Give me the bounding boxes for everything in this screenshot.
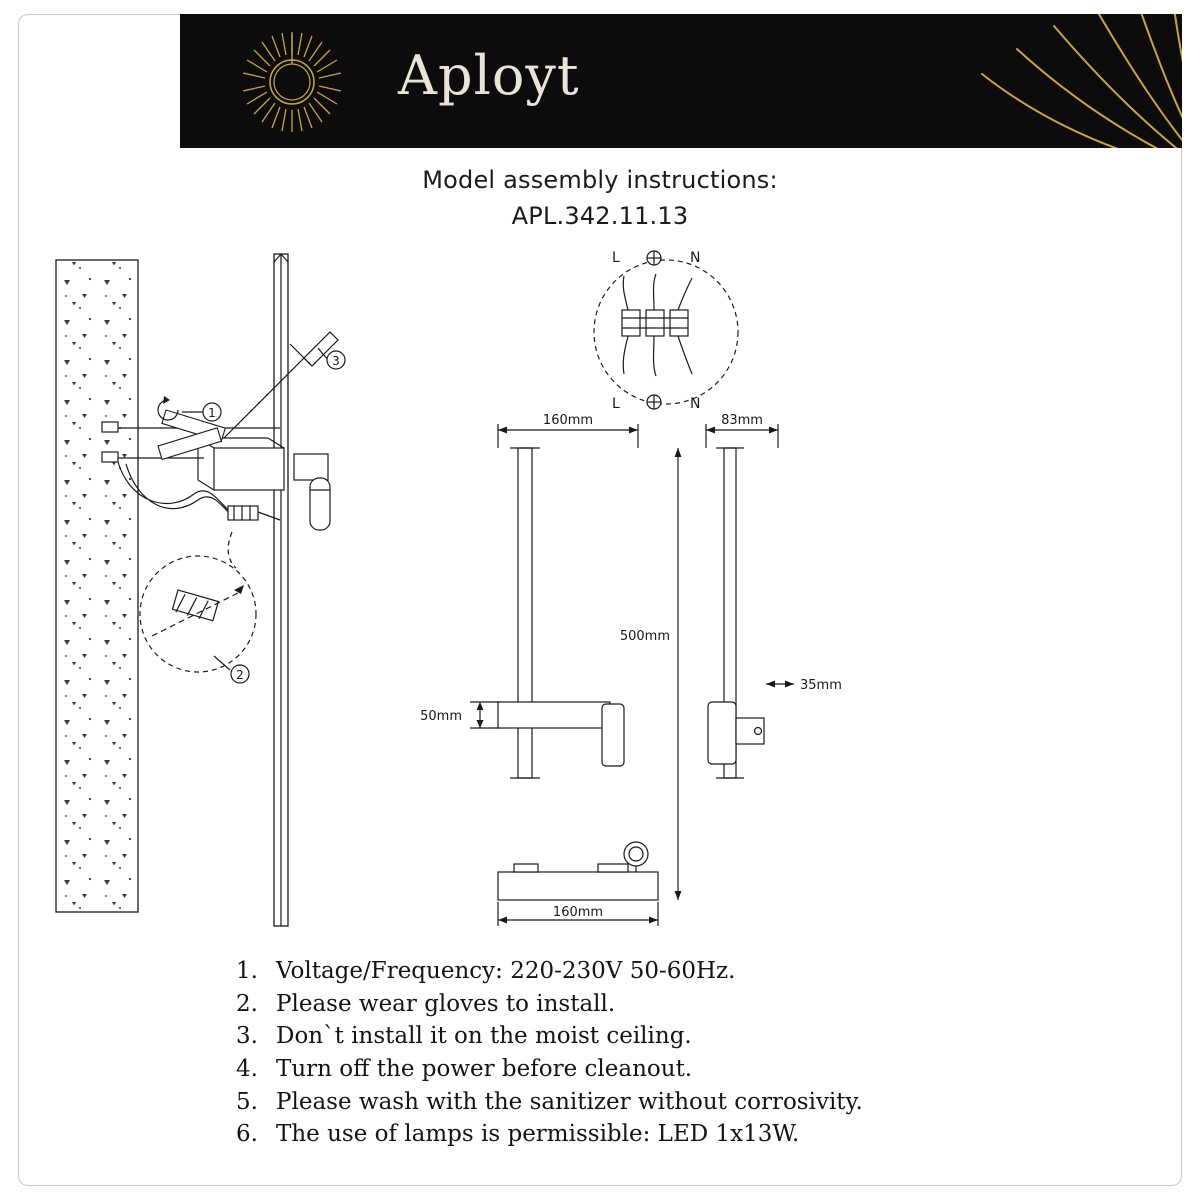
- wiring-label-l-bottom: L: [612, 396, 620, 412]
- side-view-drawing: [706, 413, 842, 778]
- detail-bubble-2: [140, 532, 256, 683]
- brand-banner: [180, 14, 1182, 148]
- svg-text:1: 1: [208, 406, 216, 420]
- title-model-code: APL.342.11.13: [511, 202, 689, 230]
- dimension-height: 500mm: [619, 629, 670, 644]
- dimension-depth: 35mm: [800, 678, 842, 693]
- svg-text:2: 2: [236, 668, 244, 682]
- title-primary: Model assembly instructions:: [422, 166, 778, 194]
- sunburst-logo-icon: [238, 28, 346, 136]
- note-text: Please wear gloves to install.: [276, 990, 616, 1017]
- note-text: Turn off the power before cleanout.: [276, 1055, 693, 1082]
- spot-head-icon: [294, 454, 330, 530]
- base-plate-drawing: [498, 842, 658, 926]
- list-item: [236, 955, 1056, 988]
- note-text: Voltage/Frequency: 220-230V 50-60Hz.: [276, 958, 736, 984]
- assembly-diagram: [18, 232, 1182, 932]
- note-number: 5.: [236, 1088, 258, 1115]
- note-number: 6.: [236, 1121, 258, 1148]
- svg-text:3: 3: [332, 354, 340, 368]
- wiring-label-l-top: L: [612, 250, 620, 266]
- brand-name: Aployt: [398, 44, 580, 107]
- note-text: Don`t install it on the moist ceiling.: [276, 1023, 692, 1050]
- wall-slab-icon: [56, 260, 138, 912]
- note-text: Please wash with the sanitizer without corrosivity.: [276, 1088, 863, 1115]
- front-view-drawing: [420, 413, 638, 778]
- dimension-base-width: 160mm: [552, 905, 604, 920]
- dimension-bracket-height: 50mm: [420, 709, 462, 724]
- note-number: 2.: [236, 990, 258, 1017]
- terminal-block-icon: [228, 506, 280, 520]
- height-dimension: [620, 448, 682, 900]
- palm-rays-icon: [802, 14, 1182, 148]
- wiring-label-n-bottom: N: [690, 396, 701, 412]
- list-item: [236, 1053, 1056, 1086]
- list-item: [236, 1020, 1056, 1053]
- list-item: [236, 988, 1056, 1021]
- dimension-front-width: 160mm: [542, 413, 594, 428]
- page-title: [0, 166, 1200, 230]
- wiring-label-n-top: N: [690, 250, 701, 266]
- lamp-body-icon: [274, 254, 288, 926]
- list-item: [236, 1118, 1056, 1151]
- note-number: 4.: [236, 1055, 258, 1082]
- list-item: [236, 1086, 1056, 1119]
- note-number: 3.: [236, 1023, 258, 1050]
- note-number: 1.: [236, 958, 258, 984]
- wiring-diagram: [594, 250, 738, 412]
- notes-list: [236, 955, 1056, 1151]
- note-text: The use of lamps is permissible: LED 1x13W.: [276, 1121, 800, 1148]
- dimension-side-width: 83mm: [721, 413, 763, 428]
